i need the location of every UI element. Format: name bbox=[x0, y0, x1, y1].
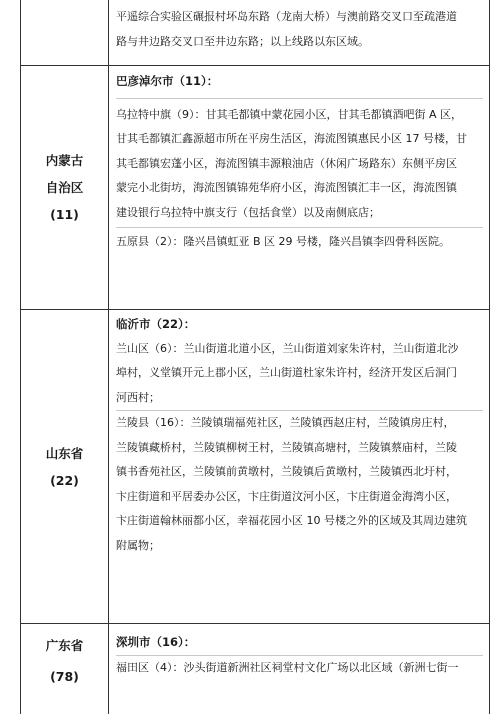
text-line: 兰山区（6）：兰山街道北道小区，兰山街道刘家朱许村，兰山街道北沙 bbox=[116, 341, 459, 355]
text-line: 埠村，义堂镇开元上郡小区，兰山街道杜家朱许村，经济开发区后洞门 bbox=[116, 366, 457, 379]
table-row bbox=[21, 624, 489, 714]
province-cell bbox=[21, 66, 109, 309]
text-line: 镇书香苑社区，兰陵镇前黄墩村，兰陵镇后黄墩村，兰陵镇西北圩村， bbox=[116, 465, 457, 478]
province-name-line1: 内蒙古 bbox=[45, 153, 84, 168]
table-row bbox=[21, 310, 489, 624]
city-heading: 深圳市（16）： bbox=[116, 635, 196, 649]
table-row bbox=[21, 66, 489, 310]
text-line: 五原县（2）：隆兴昌镇虹亚 B 区 29 号楼，隆兴昌镇李四骨科医院。 bbox=[116, 235, 451, 248]
district-section bbox=[116, 410, 483, 558]
text-line: 乌拉特中旗（9）：甘其毛都镇中蒙花园小区，甘其毛都镇酒吧街 A 区， bbox=[116, 107, 463, 121]
region-cell bbox=[109, 310, 489, 623]
province-count: (78) bbox=[50, 669, 79, 684]
province-cell bbox=[21, 624, 109, 714]
text-line: 卞庄街道和平居委办公区，卞庄街道汶河小区，卞庄街道金海湾小区， bbox=[116, 489, 457, 503]
city-heading: 巴彦淖尔市（11）： bbox=[116, 74, 219, 88]
city-heading: 临沂市（22）： bbox=[116, 317, 196, 331]
province-name: 广东省 bbox=[45, 638, 84, 653]
region-table bbox=[20, 0, 490, 714]
district-section bbox=[116, 98, 483, 228]
province-name-line2: 自治区 bbox=[45, 180, 84, 195]
table-row bbox=[21, 0, 489, 66]
text-line: 其毛都镇宏蓬小区，海流图镇丰源粮油店（休闲广场路东）东侧平房区 bbox=[116, 156, 457, 170]
text-line: 路与井边路交叉口至井边东路；以上线路以东区域。 bbox=[116, 34, 369, 48]
text-line: 兰陵镇藏桥村，兰陵镇柳树王村，兰陵镇高塘村，兰陵镇蔡庙村，兰陵 bbox=[116, 440, 457, 454]
text-line: 附属物； bbox=[116, 538, 160, 552]
region-cell bbox=[109, 624, 489, 714]
text-line: 蒙完小北街坊，海流图镇锦苑华府小区，海流图镇汇丰一区，海流图镇 bbox=[116, 181, 457, 194]
district-section bbox=[116, 337, 483, 411]
text-line: 平遥综合实验区碾报村坏岛东路（龙南大桥）与澳前路交叉口至疏港道 bbox=[116, 10, 457, 23]
region-cell bbox=[109, 66, 489, 309]
district-section bbox=[116, 655, 483, 681]
district-section bbox=[116, 227, 483, 255]
region-cell bbox=[109, 0, 489, 65]
province-count: (22) bbox=[50, 472, 79, 488]
province-cell bbox=[21, 310, 109, 623]
text-line: 卞庄街道翰林丽都小区，幸福花园小区 10 号楼之外的区域及其周边建筑 bbox=[116, 514, 467, 527]
text-line: 建设银行乌拉特中旗支行（包括食堂）以及南侧底店； bbox=[116, 205, 380, 219]
text-line: 兰陵县（16）：兰陵镇瑞福苑社区，兰陵镇西赵庄村，兰陵镇房庄村， bbox=[116, 416, 455, 429]
province-cell bbox=[21, 0, 109, 65]
province-name: 山东省 bbox=[45, 445, 84, 461]
province-count: (11) bbox=[50, 207, 79, 222]
text-line: 福田区（4）：沙头街道新洲社区祠堂村文化广场以北区域（新洲七街一 bbox=[116, 660, 459, 674]
text-line: 河西村； bbox=[116, 390, 160, 404]
text-line: 甘其毛都镇汇鑫源超市所在平房生活区，海流图镇惠民小区 17 号楼，甘 bbox=[116, 132, 467, 145]
